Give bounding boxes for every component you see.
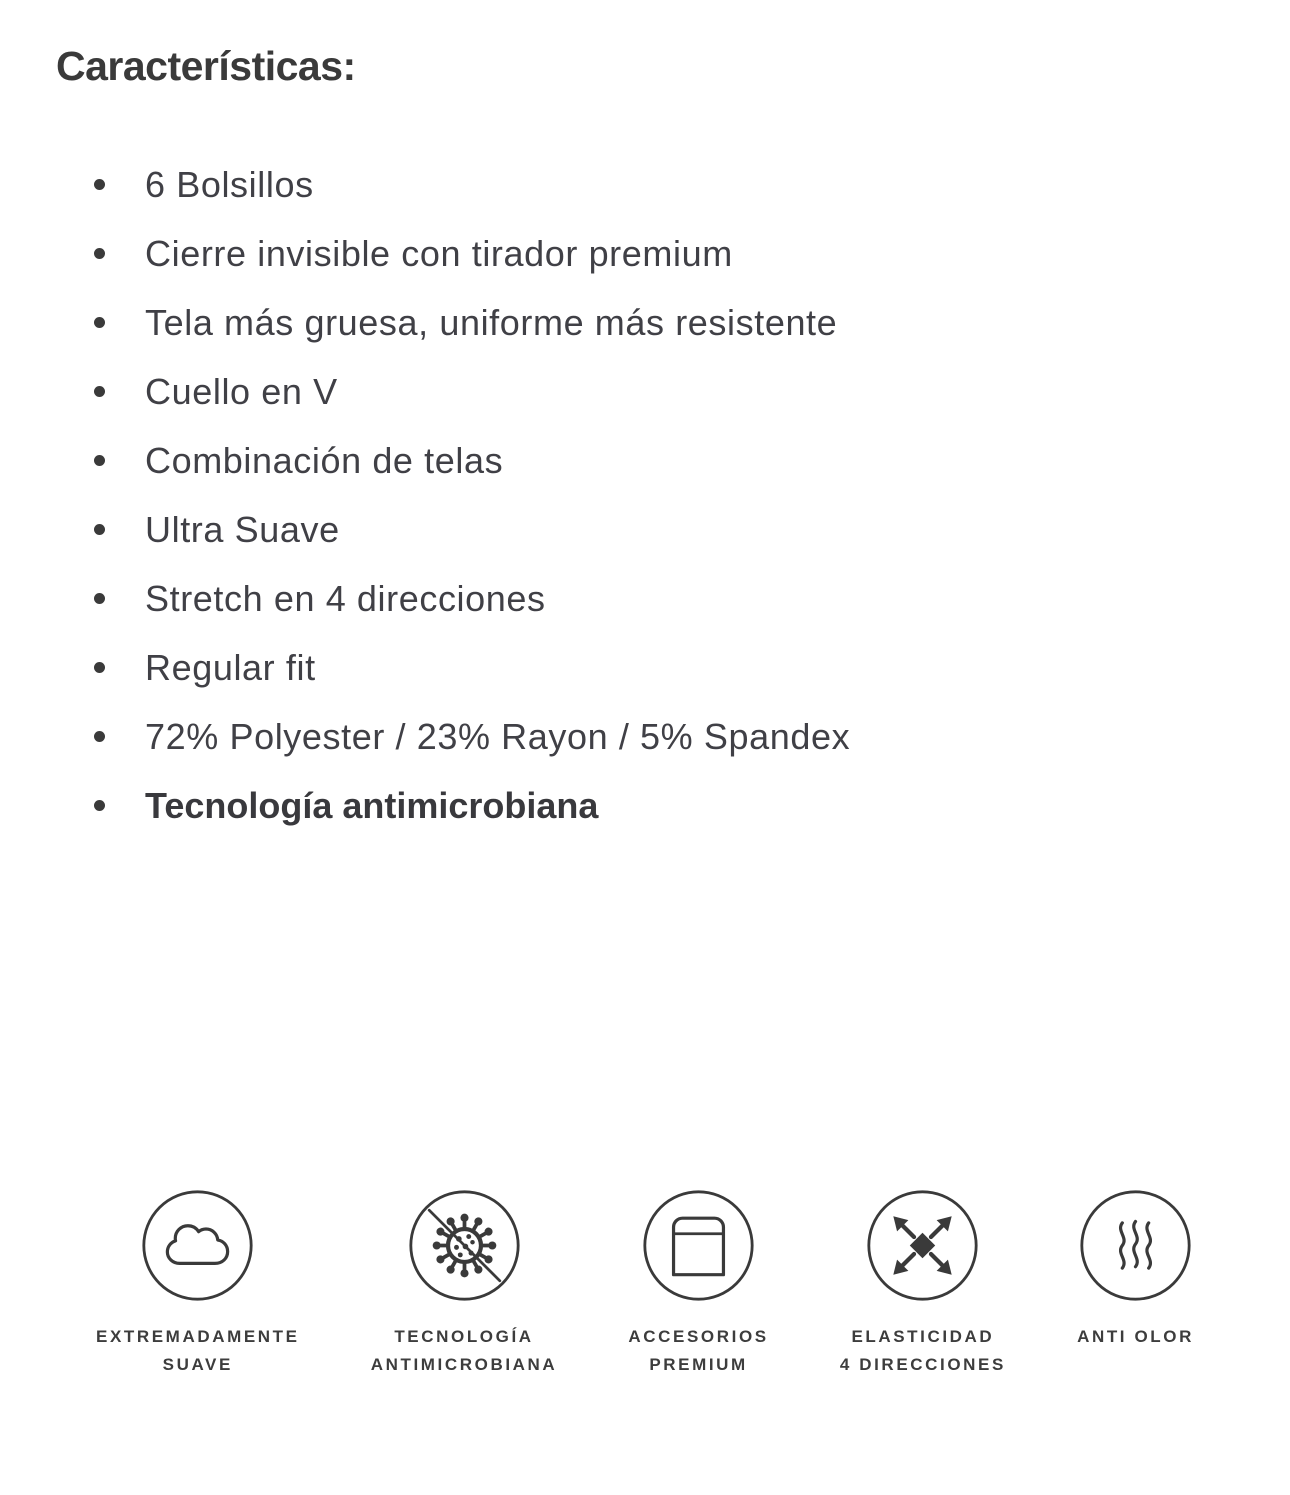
badge-label	[1077, 1323, 1194, 1351]
feature-list-item	[0, 219, 850, 288]
feature-text: Ultra Suave	[145, 508, 340, 550]
bullet-icon	[94, 386, 105, 397]
four-way-stretch-icon	[866, 1189, 979, 1302]
badge-antimicrobial	[371, 1189, 558, 1379]
feature-list-item	[0, 426, 850, 495]
feature-text: Tela más gruesa, uniforme más resistente	[145, 301, 838, 343]
feature-list-item	[0, 288, 850, 357]
bullet-icon	[94, 524, 105, 535]
bullet-icon	[94, 593, 105, 604]
badge-extremely-soft	[96, 1189, 300, 1379]
badge-label-line: SUAVE	[162, 1355, 233, 1374]
badge-label	[840, 1323, 1006, 1379]
badge-label-line: ANTI OLOR	[1077, 1327, 1194, 1346]
section-title: Características:	[56, 43, 356, 89]
bullet-icon	[94, 317, 105, 328]
cloud-icon	[141, 1189, 254, 1302]
feature-text: Tecnología antimicrobiana	[145, 784, 599, 826]
feature-list-item	[0, 564, 850, 633]
feature-list-item	[0, 495, 850, 564]
badge-label	[628, 1323, 768, 1379]
bullet-icon	[94, 662, 105, 673]
badge-label-line: 4 DIRECCIONES	[839, 1355, 1006, 1374]
feature-text: 6 Bolsillos	[145, 163, 314, 205]
badge-label-line: ANTIMICROBIANA	[370, 1355, 558, 1374]
badge-label-line: ELASTICIDAD	[851, 1327, 995, 1346]
badge-anti-odor	[1077, 1189, 1194, 1351]
badge-label	[96, 1323, 300, 1379]
badge-label-line: EXTREMADAMENTE	[96, 1327, 300, 1346]
feature-list-item	[0, 633, 850, 702]
feature-list-item	[0, 150, 850, 219]
premium-accessory-icon	[642, 1189, 755, 1302]
feature-text: 72% Polyester / 23% Rayon / 5% Spandex	[145, 715, 851, 757]
feature-text: Cuello en V	[145, 370, 338, 412]
features-list	[0, 150, 850, 840]
bullet-icon	[94, 179, 105, 190]
badge-label-line: PREMIUM	[649, 1355, 748, 1374]
bullet-icon	[94, 731, 105, 742]
feature-text: Stretch en 4 direcciones	[145, 577, 546, 619]
feature-list-item	[0, 702, 850, 771]
badge-label	[371, 1323, 558, 1379]
bullet-icon	[94, 455, 105, 466]
bullet-icon	[94, 800, 105, 811]
feature-text: Cierre invisible con tirador premium	[145, 232, 733, 274]
badge-label-line: TECNOLOGÍA	[394, 1327, 534, 1346]
feature-list-item	[0, 771, 850, 840]
badge-elasticity	[840, 1189, 1006, 1379]
bullet-icon	[94, 248, 105, 259]
badge-premium-accessories	[628, 1189, 768, 1379]
odor-waves-icon	[1079, 1189, 1192, 1302]
no-microbe-icon	[408, 1189, 521, 1302]
feature-text: Combinación de telas	[145, 439, 504, 481]
feature-badges-row	[96, 1189, 1194, 1379]
badge-label-line: ACCESORIOS	[628, 1327, 769, 1346]
feature-text: Regular fit	[145, 646, 316, 688]
feature-list-item	[0, 357, 850, 426]
